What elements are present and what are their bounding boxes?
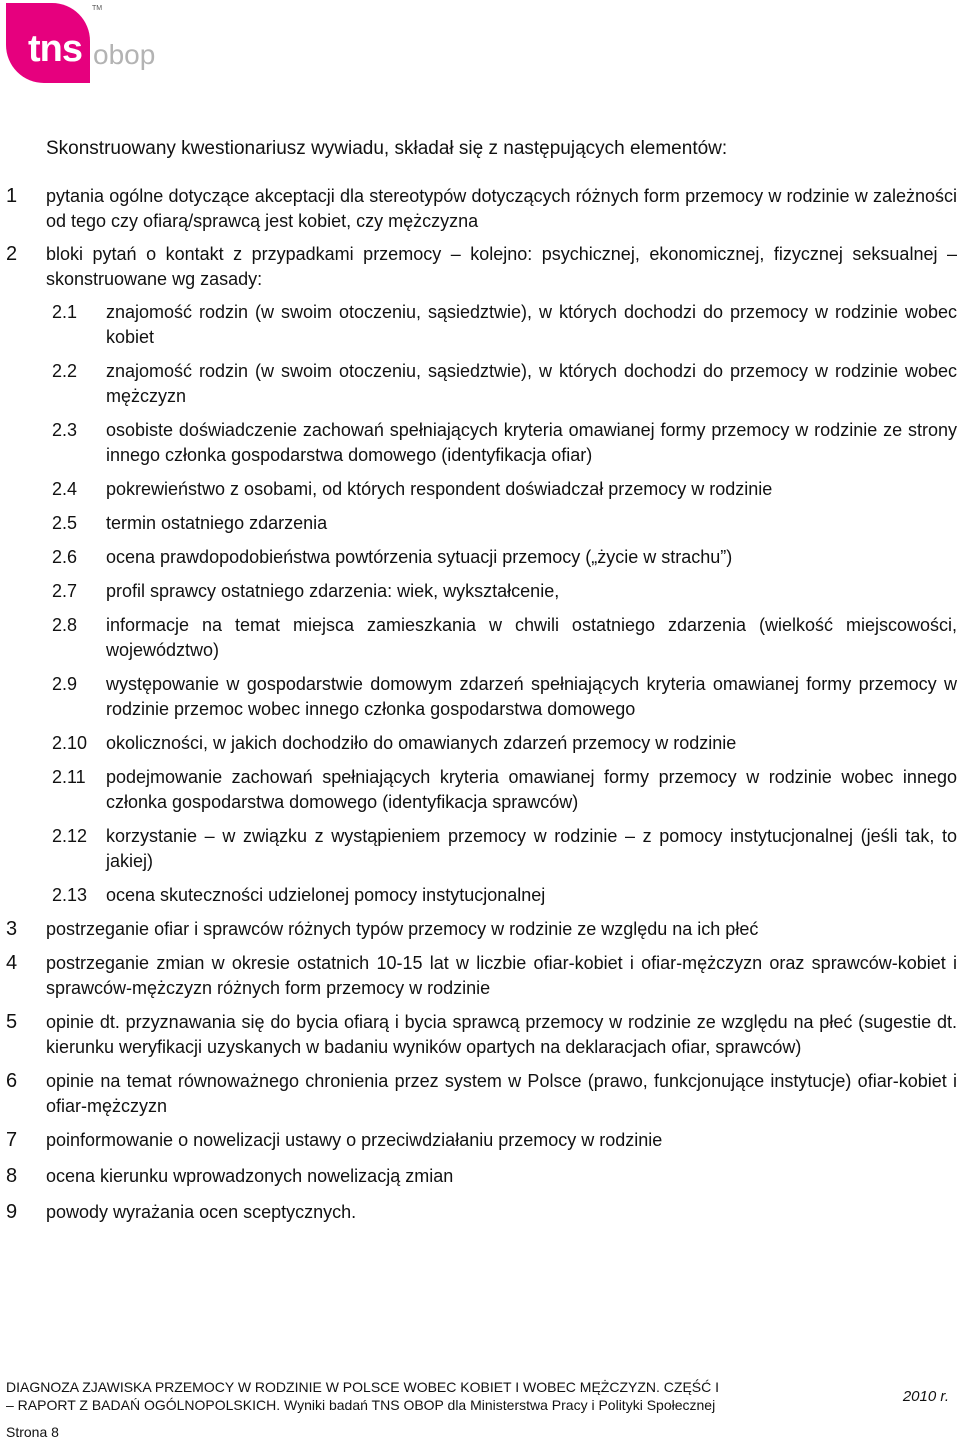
list-item-4 <box>6 951 957 1001</box>
sub-item-text: ocena skuteczności udzielonej pomocy instytucjonalnej <box>106 885 546 905</box>
sub-item-number: 2.7 <box>52 581 78 601</box>
sub-item-2-3 <box>6 418 957 468</box>
sub-item-2-6 <box>6 545 957 570</box>
sub-item-text: informacje na temat miejsca zamieszkania w chwili ostatniego zdarzenia (wielkość miejscowości, województwo) <box>106 615 957 660</box>
list-item-number: 1 <box>6 185 18 207</box>
sub-item-2-10 <box>6 731 957 756</box>
sub-item-2-9 <box>6 672 957 722</box>
list-item-text: postrzeganie ofiar i sprawców różnych typów przemocy w rodzinie ze względu na ich płeć <box>46 919 759 939</box>
tns-obop-logo <box>6 3 166 83</box>
list-item-number: 2 <box>6 243 18 265</box>
sub-item-number: 2.12 <box>52 826 88 846</box>
questionnaire-elements-list <box>6 184 957 1225</box>
sub-item-text: termin ostatniego zdarzenia <box>106 513 328 533</box>
list-item-text: postrzeganie zmian w okresie ostatnich 10-15 lat w liczbie ofiar-kobiet i ofiar-mężczyzn oraz sprawców-kobiet i sprawców-mężczyzn różnych form przemocy w rodzinie <box>46 953 957 998</box>
list-item-7 <box>6 1128 957 1153</box>
sub-item-text: znajomość rodzin (w swoim otoczeniu, sąsiedztwie), w których dochodzi do przemocy w rodzinie wobec mężczyzn <box>106 361 957 406</box>
page-footer <box>6 1378 957 1414</box>
sub-item-number: 2.1 <box>52 302 78 322</box>
sub-item-number: 2.8 <box>52 615 78 635</box>
sub-item-number: 2.13 <box>52 885 88 905</box>
sub-item-number: 2.2 <box>52 361 78 381</box>
list-item-text: opinie na temat równoważnego chronienia przez system w Polsce (prawo, funkcjonujące instytucje) ofiar-kobiet i ofiar-mężczyzn <box>46 1071 957 1116</box>
sub-item-text: ocena prawdopodobieństwa powtórzenia sytuacji przemocy („życie w strachu”) <box>106 547 733 567</box>
list-item-number: 7 <box>6 1129 18 1151</box>
sub-item-text: osobiste doświadczenie zachowań spełniających kryteria omawianej formy przemocy w rodzinie ze strony innego członka gospodarstwa domowego (identyfikacja ofiar) <box>106 420 957 465</box>
list-item-3 <box>6 917 957 942</box>
sub-item-text: profil sprawcy ostatniego zdarzenia: wiek, wykształcenie, <box>106 581 560 601</box>
sub-item-2-8 <box>6 613 957 663</box>
sub-item-number: 2.6 <box>52 547 78 567</box>
page-number: Strona 8 <box>6 1424 59 1440</box>
footer-title-line-1: DIAGNOZA ZJAWISKA PRZEMOCY W RODZINIE W POLSCE WOBEC KOBIET I WOBEC MĘŻCZYZN. CZĘŚĆ I <box>6 1379 720 1395</box>
footer-year: 2010 r. <box>902 1388 949 1405</box>
list-item-5 <box>6 1010 957 1060</box>
logo-tns-text: tns <box>28 28 82 70</box>
list-item-2 <box>6 242 957 292</box>
list-item-number: 4 <box>6 952 18 974</box>
intro-paragraph: Skonstruowany kwestionariusz wywiadu, składał się z następujących elementów: <box>46 138 728 159</box>
list-item-1 <box>6 184 957 234</box>
sub-item-2-12 <box>6 824 957 874</box>
list-item-8 <box>6 1164 957 1189</box>
list-item-number: 8 <box>6 1165 18 1187</box>
sub-item-2-1 <box>6 300 957 350</box>
sub-item-2-4 <box>6 477 957 502</box>
list-item-text: ocena kierunku wprowadzonych nowelizacją zmian <box>46 1166 454 1186</box>
sub-item-2-13 <box>6 883 957 908</box>
sub-item-2-2 <box>6 359 957 409</box>
logo-obop-text: obop <box>93 39 156 70</box>
logo-trademark: TM <box>92 5 103 12</box>
list-item-text: poinformowanie o nowelizacji ustawy o przeciwdziałaniu przemocy w rodzinie <box>46 1130 663 1150</box>
list-item-9 <box>6 1200 957 1225</box>
list-item-text: powody wyrażania ocen sceptycznych. <box>46 1202 357 1222</box>
sub-item-text: podejmowanie zachowań spełniających kryteria omawianej formy przemocy w rodzinie wobec innego członka gospodarstwa domowego (identyfikacja sprawców) <box>106 767 957 812</box>
footer-title-line-2: – RAPORT Z BADAŃ OGÓLNOPOLSKICH. Wyniki badań TNS OBOP dla Ministerstwa Pracy i Polityki Społecznej <box>6 1397 716 1413</box>
sub-item-number: 2.4 <box>52 479 78 499</box>
list-item-number: 9 <box>6 1201 18 1223</box>
sub-item-text: okoliczności, w jakich dochodziło do omawianych zdarzeń przemocy w rodzinie <box>106 733 737 753</box>
list-item-number: 5 <box>6 1011 18 1033</box>
sub-item-text: korzystanie – w związku z wystąpieniem przemocy w rodzinie – z pomocy instytucjonalnej (jeśli tak, to jakiej) <box>106 826 957 871</box>
sub-item-text: pokrewieństwo z osobami, od których respondent doświadczał przemocy w rodzinie <box>106 479 773 499</box>
list-item-number: 3 <box>6 918 18 940</box>
sub-item-number: 2.5 <box>52 513 78 533</box>
list-item-number: 6 <box>6 1070 18 1092</box>
sub-item-number: 2.11 <box>52 767 86 787</box>
sub-item-number: 2.9 <box>52 674 78 694</box>
list-item-text: opinie dt. przyznawania się do bycia ofiarą i bycia sprawcą przemocy w rodzinie ze względu na płeć (sugestie dt. kierunku weryfikacji uzyskanych w badaniu wyników opartych na deklaracjach ofiar, sprawców) <box>46 1012 957 1057</box>
sub-item-number: 2.3 <box>52 420 78 440</box>
sub-item-2-11 <box>6 765 957 815</box>
list-item-text: pytania ogólne dotyczące akceptacji dla stereotypów dotyczących różnych form przemocy w rodzinie w zależności od tego czy ofiarą/sprawcą jest kobiet, czy mężczyzna <box>46 186 957 231</box>
list-item-text: bloki pytań o kontakt z przypadkami przemocy – kolejno: psychicznej, ekonomicznej, fizycznej seksualnej – skonstruowane wg zasady: <box>46 244 957 289</box>
sub-item-text: występowanie w gospodarstwie domowym zdarzeń spełniających kryteria omawianej formy przemocy w rodzinie przemoc wobec innego członka gospodarstwa domowego <box>106 674 957 719</box>
sub-item-text: znajomość rodzin (w swoim otoczeniu, sąsiedztwie), w których dochodzi do przemocy w rodzinie wobec kobiet <box>106 302 957 347</box>
sub-item-2-7 <box>6 579 957 604</box>
list-item-6 <box>6 1069 957 1119</box>
sub-item-number: 2.10 <box>52 733 88 753</box>
sub-item-2-5 <box>6 511 957 536</box>
